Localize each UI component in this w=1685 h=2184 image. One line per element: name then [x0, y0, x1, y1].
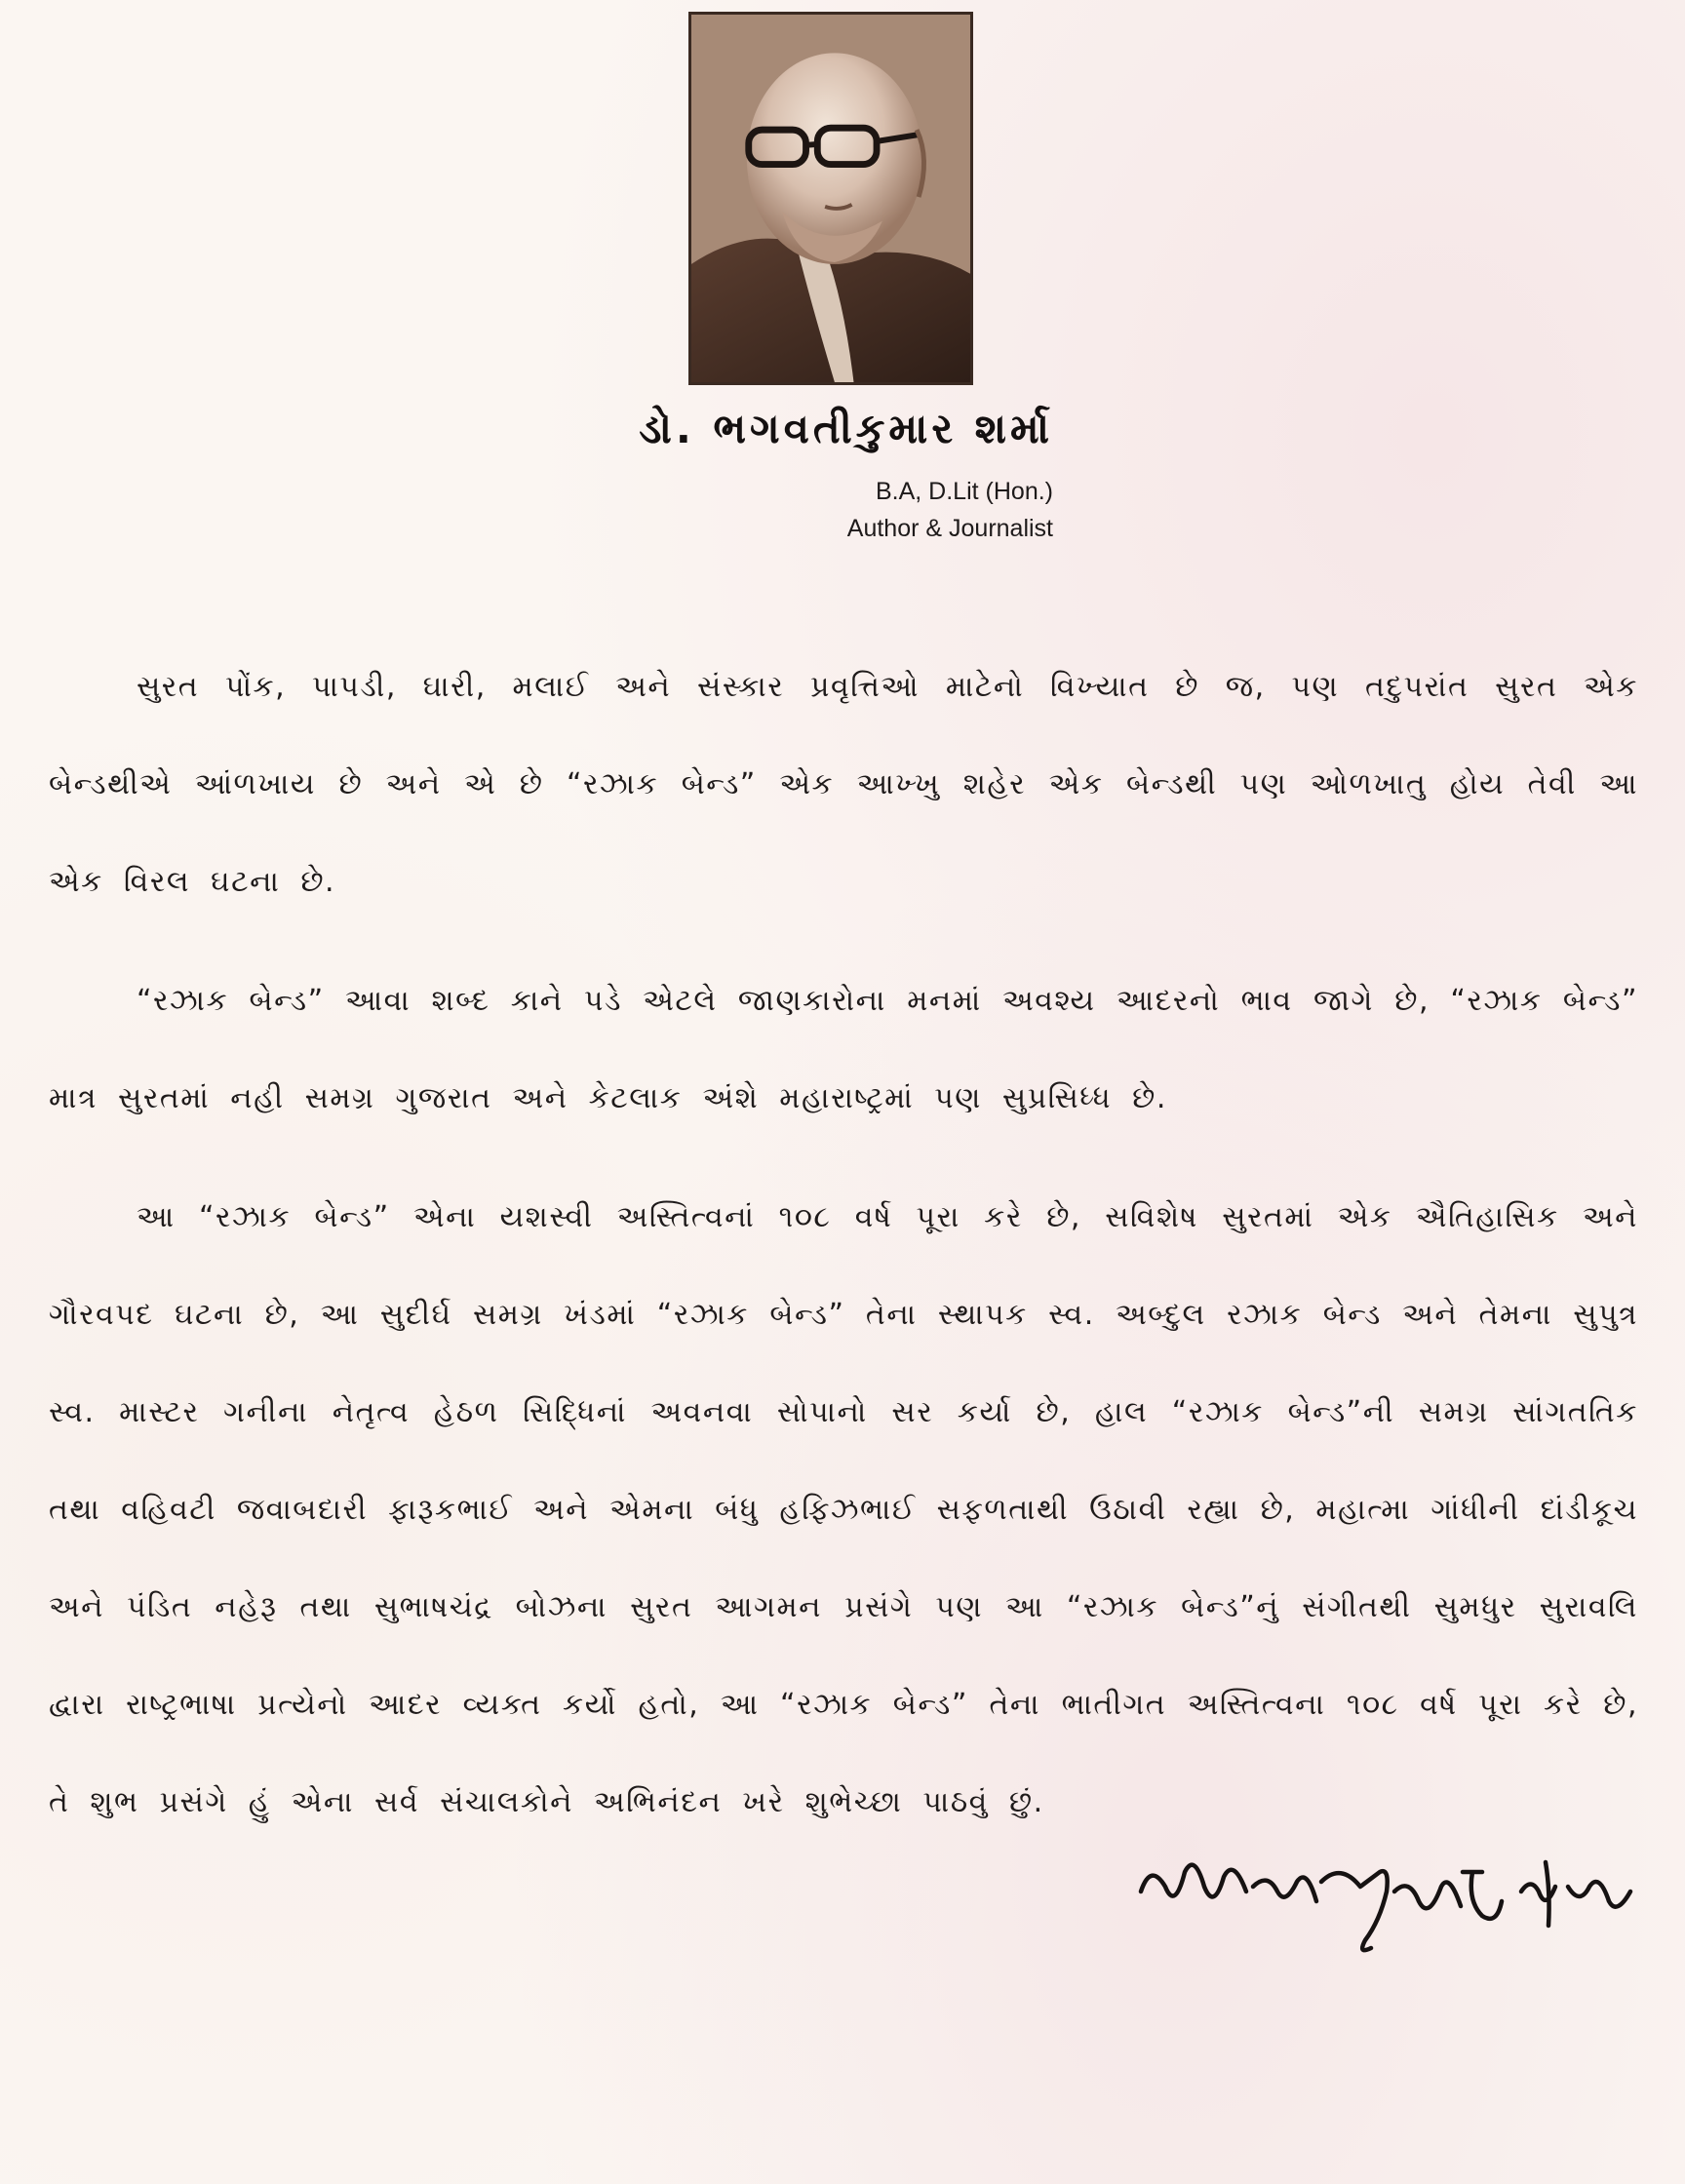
- paragraph-2: [49, 953, 1638, 1148]
- author-name: ડો. ભગવતીકુમાર શર્મા: [639, 405, 1053, 452]
- paragraph-3-text: આ “રઝાક બેન્ડ” એના યશસ્વી અસ્તિત્વનાં ૧૦૮ વર્ષ પૂરા કરે છે, સવિશેષ સુરતમાં એક ઐતિહાસિક અને ગૌરવપદ ઘટના છે, આ સુદીર્ઘ સમગ્ર ખંડમાં “રઝાક બેન્ડ” તેના સ્થાપક સ્વ. અબ્દુલ રઝાક બેન્ડ અને તેમના સુપુત્ર સ્વ. માસ્ટર ગનીના નેતૃત્વ હેઠળ સિદ્ધિનાં અવનવા સોપાનો સર કર્યા છે, હાલ “રઝાક બેન્ડ”ની સમગ્ર સાંગતતિક તથા વહિવટી જવાબદારી ફારૂકભાઈ અને એમના બંધુ હફિઝભાઈ સફળતાથી ઉઠાવી રહ્યા છે, મહાત્મા ગાંધીની દાંડીકૂચ અને પંડિત નહેરૂ તથા સુભાષચંદ્ર બોઝના સુરત આગમન પ્રસંગે પણ આ “રઝાક બેન્ડ”નું સંગીતથી સુમધુર સુરાવલિ દ્વારા રાષ્ટ્રભાષા પ્રત્યેનો આદર વ્યક્ત કર્યો હતો, આ “રઝાક બેન્ડ” તેના ભાતીગત અસ્તિત્વના ૧૦૮ વર્ષ પૂરા કરે છે, તે શુભ પ્રસંગે હું એના સર્વ સંચાલકોને અભિનંદન ખરે શુભેચ્છા પાઠવું છું.: [49, 1200, 1638, 1819]
- portrait-illustration: [691, 15, 970, 382]
- paragraph-2-text: “રઝાક બેન્ડ” આવા શબ્દ કાને પડે એટલે જાણકારોના મનમાં અવશ્ય આદરનો ભાવ જાગે છે, “રઝાક બેન્ડ” માત્ર સુરતમાં નહી સમગ્ર ગુજરાત અને કેટલાક અંશે મહારાષ્ટ્રમાં પણ સુપ્રસિધ્ધ છે.: [49, 984, 1638, 1115]
- handwritten-signature: [1131, 1833, 1638, 1979]
- author-credentials: [683, 473, 1053, 547]
- author-profession: Author & Journalist: [846, 515, 1053, 542]
- paragraph-1: [49, 639, 1638, 931]
- paragraph-1-text: સુરત પોંક, પાપડી, ઘારી, મલાઈ અને સંસ્કાર પ્રવૃત્તિઓ માટેનો વિખ્યાત છે જ, પણ તદુપરાંત સુરત એક બેન્ડથીએ આંળખાય છે અને એ છે “રઝાક બેન્ડ” એક આખ્ખુ શહેર એક બેન્ડથી પણ ઓળખાતુ હોય તેવી આ એક વિરલ ઘટના છે.: [49, 670, 1638, 899]
- author-portrait: [688, 12, 973, 385]
- letter-body: [49, 639, 1638, 1852]
- author-degrees: B.A, D.Lit (Hon.): [876, 478, 1053, 505]
- signature-strokes: [1131, 1833, 1638, 1979]
- paragraph-3: [49, 1169, 1638, 1852]
